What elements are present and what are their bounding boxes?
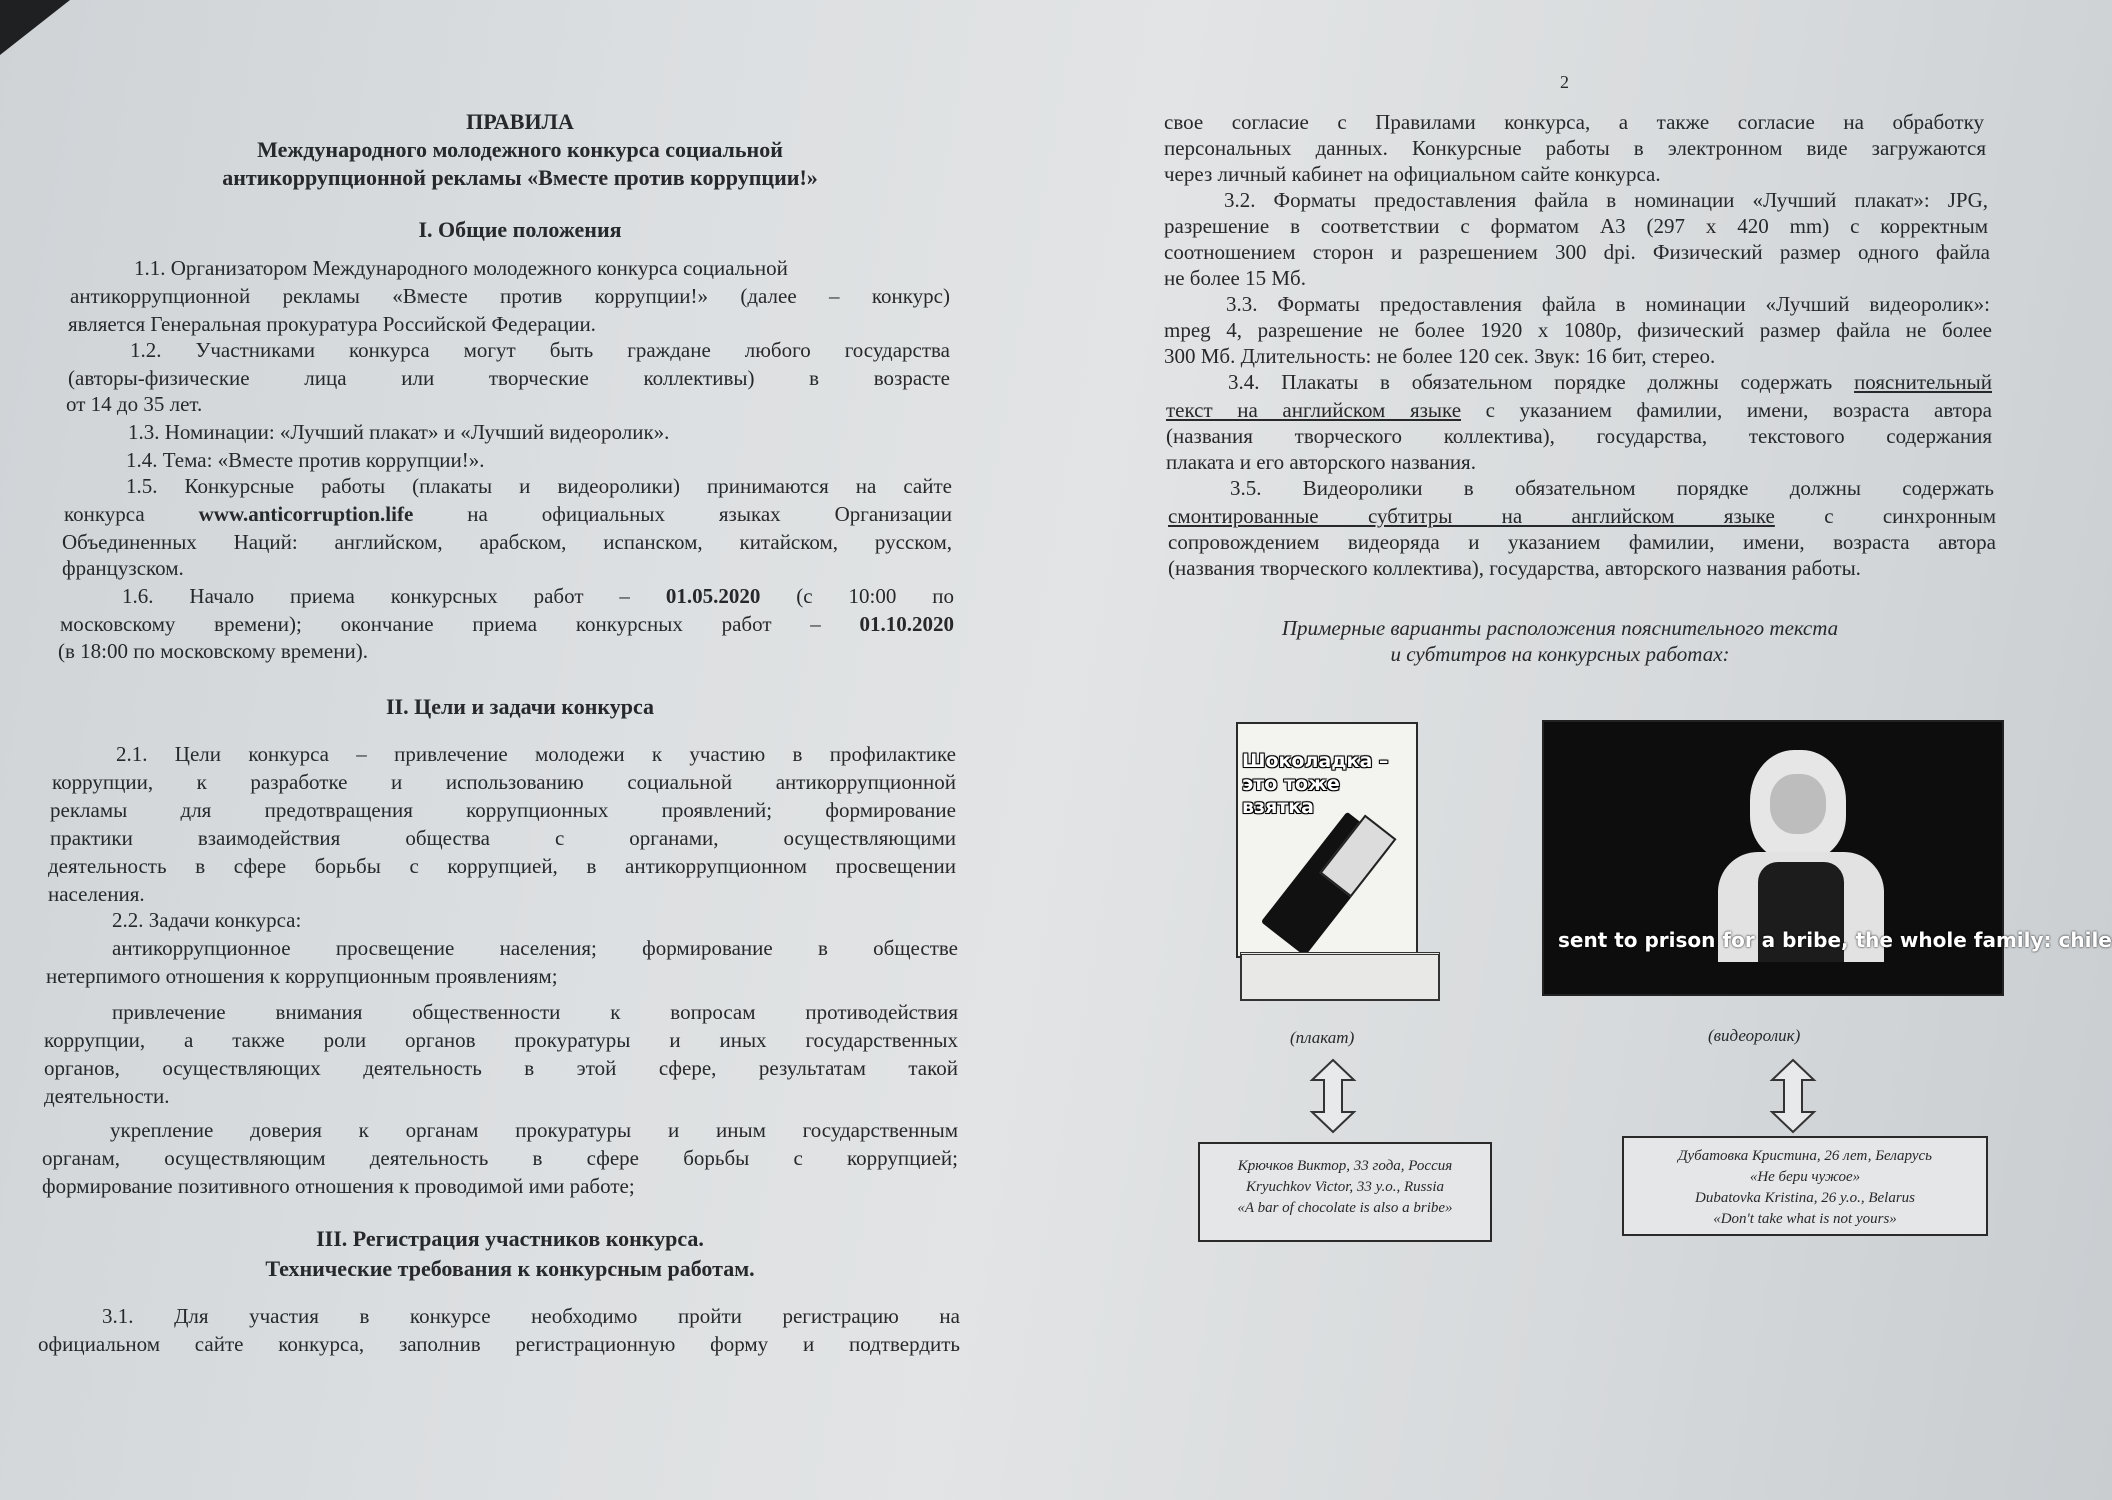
text-line: 3.2. Форматы предоставления файла в номинации «Лучший плакат»: JPG, [1224, 188, 1988, 212]
title-line: ПРАВИЛА [466, 109, 574, 134]
text-line: формирование позитивного отношения к проводимой ими работе; [42, 1174, 635, 1198]
text-line: через личный кабинет на официальном сайте конкурса. [1164, 162, 1661, 186]
text: с указанием фамилии, имени, возраста автора [1485, 398, 1992, 422]
text-line: 3.1. Для участия в конкурсе необходимо пройти регистрацию на [102, 1304, 960, 1328]
text-line [1166, 396, 1992, 424]
text-line: 2.1. Цели конкурса – привлечение молодежи к участию в профилактике [116, 742, 956, 766]
text-line [122, 582, 954, 610]
section-heading: I. Общие положения [418, 217, 622, 242]
double-arrow-icon [1310, 1058, 1356, 1134]
title-line: Международного молодежного конкурса социальной [257, 137, 783, 162]
credit-line: Крючков Виктор, 33 года, Россия [1237, 1158, 1453, 1174]
poster-base-frame [1240, 952, 1440, 1001]
video-subtitle: sent to prison for a bribe, the whole family: chile [1558, 928, 2112, 952]
text: 3.4. Плакаты в обязательном порядке должны содержать [1228, 370, 1833, 394]
text-line: деятельность в сфере борьбы с коррупцией, в антикоррупционном просвещении [48, 854, 956, 878]
left-page [30, 0, 960, 1500]
text-line: 300 Мб. Длительность: не более 120 сек. Звук: 16 бит, стерео. [1164, 344, 1716, 368]
text-line: привлечение внимания общественности к вопросам противодействия [112, 1000, 958, 1024]
text-line: 2.2. Задачи конкурса: [112, 908, 302, 932]
credit-line: «A bar of chocolate is also a bribe» [1237, 1200, 1453, 1216]
underlined-text: текст на английском языке [1166, 398, 1462, 422]
credit-line: «Не бери чужое» [1749, 1169, 1861, 1185]
text-line: антикоррупционное просвещение населения; формирование в обществе [112, 936, 958, 960]
poster-caption: (плакат) [1290, 1028, 1355, 1047]
examples-caption: Примерные варианты расположения пояснительного текста [1281, 616, 1839, 640]
text-line: нетерпимого отношения к коррупционным проявлениям; [46, 964, 558, 988]
text-line: официальном сайте конкурса, заполнив регистрационную форму и подтвердить [38, 1332, 960, 1356]
text-line: укрепление доверия к органам прокуратуры и иным государственным [110, 1118, 958, 1142]
text: (с 10:00 по [796, 584, 954, 608]
text: московскому времени); окончание приема конкурсных работ – [60, 612, 821, 636]
text: конкурса [64, 502, 145, 526]
text-line: 3.5. Видеоролики в обязательном порядке должны содержать [1230, 476, 1994, 500]
text: с синхронным [1824, 504, 1997, 528]
credit-line: Dubatovka Kristina, 26 y.o., Belarus [1695, 1190, 1915, 1206]
text-line [1168, 502, 1996, 530]
text-line: является Генеральная прокуратура Российской Федерации. [68, 312, 596, 336]
text-line: (названия творческого коллектива), государства, авторского названия работы. [1168, 556, 1861, 580]
poster-credit-box [1198, 1142, 1492, 1242]
poster-title-line: это тоже [1242, 773, 1340, 795]
underlined-text: пояснительный [1854, 370, 1992, 394]
text-line: 3.3. Форматы предоставления файла в номинации «Лучший видеоролик»: [1226, 292, 1990, 316]
text-line: Объединенных Наций: английском, арабском, испанском, китайском, русском, [62, 530, 952, 554]
poster-title-line: Шоколадка – [1242, 750, 1389, 772]
text-line: органам, осуществляющим деятельность в сфере борьбы с коррупцией; [42, 1146, 958, 1170]
credit-line: Kryuchkov Victor, 33 y.o., Russia [1245, 1179, 1445, 1195]
text-line: населения. [48, 882, 145, 906]
credit-line: «Don't take what is not yours» [1713, 1211, 1897, 1227]
page-number: 2 [1560, 72, 1569, 92]
text-line: разрешение в соответствии с форматом А3 (297 х 420 mm) с корректным [1164, 214, 1988, 238]
end-date: 01.10.2020 [859, 612, 955, 636]
text-line: от 14 до 35 лет. [66, 392, 203, 416]
site-url: www.anticorruption.life [198, 502, 414, 526]
video-credit-box [1622, 1136, 1988, 1236]
text-line: органов, осуществляющих деятельность в этой сфере, результатам такой [44, 1056, 958, 1080]
text-line: сопровождением видеоряда и указанием фамилии, имени, возраста автора [1168, 530, 1996, 554]
double-arrow-icon [1770, 1058, 1816, 1134]
text-line: (в 18:00 по московскому времени). [58, 639, 368, 663]
poster-title-line: взятка [1242, 796, 1314, 818]
video-frame-example [1542, 720, 2112, 996]
text-line: 1.5. Конкурсные работы (плакаты и видеоролики) принимаются на сайте [126, 474, 952, 498]
text-line: 1.4. Тема: «Вместе против коррупции!». [126, 448, 485, 472]
text-line: антикоррупционной рекламы «Вместе против коррупции!» (далее – конкурс) [70, 284, 950, 308]
text-line: соотношением сторон и разрешением 300 dpi. Физический размер одного файла [1164, 240, 1990, 264]
text-line: mpeg 4, разрешение не более 1920 х 1080р, физический размер файла не более [1164, 318, 1992, 342]
underlined-text: смонтированные субтитры на английском языке [1168, 504, 1775, 528]
credit-line: Дубатовка Кристина, 26 лет, Беларусь [1677, 1148, 1932, 1164]
text-line: 1.2. Участниками конкурса могут быть граждане любого государства [130, 338, 950, 362]
section-heading: Технические требования к конкурсным работам. [265, 1256, 755, 1281]
text-line: свое согласие с Правилами конкурса, а также согласие на обработку [1164, 110, 1984, 134]
section-heading: III. Регистрация участников конкурса. [316, 1226, 704, 1251]
text-line: практики взаимодействия общества с органами, осуществляющими [50, 826, 956, 850]
document-title [100, 108, 940, 192]
person-face-graphic [1770, 774, 1826, 834]
text: 1.6. Начало приема конкурсных работ – [122, 584, 630, 608]
section-heading: II. Цели и задачи конкурса [385, 694, 655, 719]
poster-example-image [1236, 722, 1418, 958]
title-line: антикоррупционной рекламы «Вместе против коррупции!» [222, 165, 818, 190]
text-line: 1.3. Номинации: «Лучший плакат» и «Лучший видеоролик». [128, 420, 670, 444]
text-line [60, 610, 954, 638]
text-line [1228, 368, 1992, 396]
text-line: не более 15 Мб. [1164, 266, 1306, 290]
text-line: плаката и его авторского названия. [1166, 450, 1476, 474]
text-line: деятельности. [44, 1084, 170, 1108]
poster-title [1242, 750, 1412, 819]
text-line: 1.1. Организатором Международного молодежного конкурса социальной [134, 256, 788, 280]
text-line [64, 500, 952, 528]
start-date: 01.05.2020 [665, 584, 761, 608]
examples-caption: и субтитров на конкурсных работах: [1390, 642, 1730, 666]
text-line: персональных данных. Конкурсные работы в электронном виде загружаются [1164, 136, 1986, 160]
text-line: коррупции, а также роли органов прокуратуры и иных государственных [44, 1028, 958, 1052]
text-line: коррупции, к разработке и использованию социальной антикоррупционной [52, 770, 956, 794]
text-line: (авторы-физические лица или творческие коллективы) в возрасте [68, 366, 950, 390]
text-line: французском. [62, 556, 184, 580]
video-caption: (видеоролик) [1708, 1026, 1801, 1045]
text-line: рекламы для предотвращения коррупционных проявлений; формирование [50, 798, 956, 822]
text-line: (названия творческого коллектива), государства, текстового содержания [1166, 424, 1992, 448]
text: на официальных языках Организации [467, 502, 952, 526]
